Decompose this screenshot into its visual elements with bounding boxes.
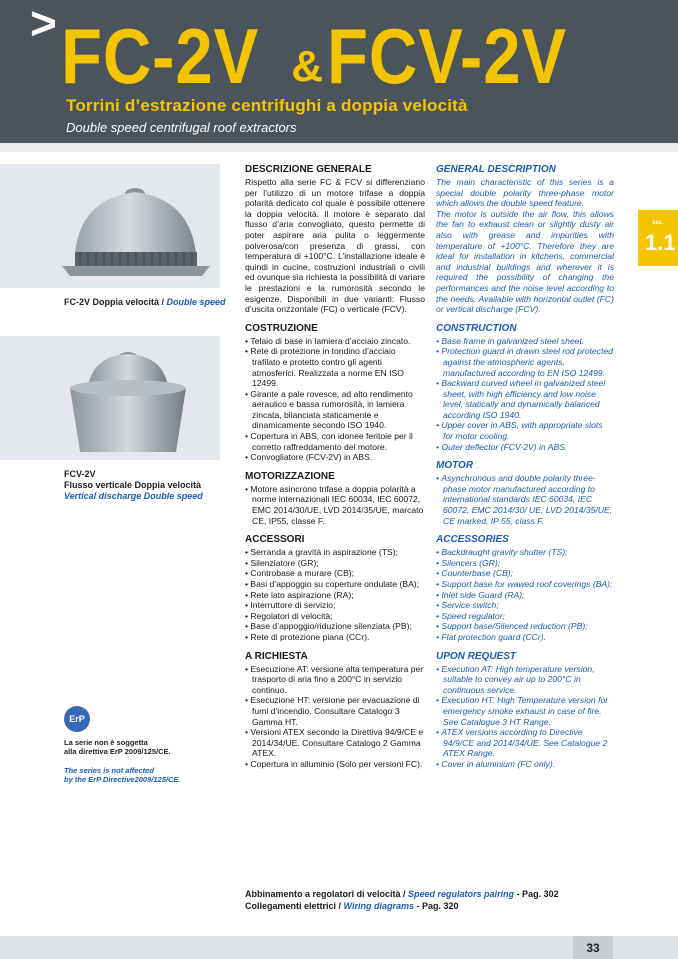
- link-wiring-page: - Pag. 320: [413, 901, 459, 911]
- roof-fan-horizontal-image: [0, 164, 220, 288]
- en-general-heading: GENERAL DESCRIPTION: [436, 164, 556, 175]
- title-fcv2v: FCV-2V: [327, 12, 568, 100]
- list-item: • Silencers (GR);: [436, 558, 614, 569]
- list-item: • Rete lato aspirazione (RA);: [245, 590, 425, 601]
- link-speed-regulators[interactable]: [245, 888, 559, 900]
- list-item: • Base frame in galvanized steel sheet.: [436, 336, 614, 347]
- list-item: • Speed regulator;: [436, 611, 614, 622]
- section-tab-number: 1.1: [645, 230, 676, 255]
- list-item: • Support base for wawed roof coverings (BA);: [436, 579, 614, 590]
- link-wiring-it: Collegamenti elettrici /: [245, 901, 344, 911]
- header-band: [0, 143, 678, 152]
- erp-it-line2: alla direttiva ErP 2009/125/CE.: [64, 747, 171, 756]
- it-request-section: [245, 651, 425, 770]
- list-item: • Asynchronous and double polarity three-phase motor manufactured according to international standards IEC 60034, IEC 60072, EMC 2014/30/ UE, LVD 2014/35/UE, CE marked, IP 55, class F.: [436, 473, 614, 526]
- it-motor-heading: MOTORIZZAZIONE: [245, 470, 335, 482]
- list-item: • Execution HT: High Temperature version for emergency smoke exhaust in case of fire. See Catalogue 3 HT Range.: [436, 695, 614, 727]
- list-item: • ATEX versions according to Directive 94/9/CE and 2014/34/UE. See Catalogue 2 ATEX Range.: [436, 727, 614, 759]
- caption-fcv2v-en: Vertical discharge Double speed: [64, 491, 203, 501]
- it-motor-section: [245, 471, 425, 526]
- it-accessories-section: [245, 534, 425, 642]
- en-general-section: [436, 164, 614, 315]
- product-photo-fc2v: [0, 164, 220, 288]
- list-item: • Upper cover in ABS, with appropriate slots for motor cooling.: [436, 420, 614, 441]
- list-item: • Telaio di base in lamiera d’acciaio zincato.: [245, 336, 425, 347]
- list-item: • Counterbase (CB);: [436, 568, 614, 579]
- list-item: • Interruttore di servizio;: [245, 600, 425, 611]
- link-regulators-it: Abbinamento a regolatori di velocità /: [245, 889, 409, 899]
- en-construction-heading: CONSTRUCTION: [436, 322, 517, 334]
- english-column: [436, 164, 614, 778]
- erp-logo-icon: ErP: [64, 706, 90, 732]
- roof-fan-vertical-image: [0, 336, 220, 460]
- caption-fc2v: [64, 297, 226, 308]
- title-fc2v: FC-2V: [60, 12, 259, 100]
- it-construction-heading: COSTRUZIONE: [245, 322, 318, 334]
- page-number: 33: [573, 936, 613, 959]
- list-item: • Rete di protezione in tondino d’acciaio trafilato e protetto contro gli agenti atmosferici. Realizzata a norme EN ISO 12499.: [245, 346, 425, 388]
- it-request-heading: A RICHIESTA: [245, 650, 308, 662]
- erp-en-line2: by the ErP Directive2009/125/CE.: [64, 775, 181, 784]
- it-accessories-heading: ACCESSORI: [245, 534, 305, 546]
- list-item: • Versioni ATEX secondo la Direttiva 94/9/CE e 2014/34/UE. Consultare Catalogo 2 Gamma ATEX.: [245, 727, 425, 759]
- list-item: • Basi d’appoggio su coperture ondulate (BA);: [245, 579, 425, 590]
- list-item: • Outer deflector (FCV-2V) in ABS.: [436, 442, 614, 453]
- section-tab-label: sez.: [652, 220, 664, 226]
- en-accessories-heading: ACCESSORIES: [436, 534, 509, 546]
- en-general-text-1: The main characteristic of this series is a special double polarity three-phase motor which allows the double speed feature.: [436, 177, 614, 209]
- product-photo-fcv2v: [0, 336, 220, 460]
- list-item: • Rete di protezione piana (CCr).: [245, 632, 425, 643]
- list-item: • Controbase a murare (CB);: [245, 568, 425, 579]
- erp-note-english: [64, 766, 180, 784]
- italian-column: [245, 164, 425, 778]
- erp-en-line1: The series is not affected: [64, 766, 154, 775]
- it-general-heading: DESCRIZIONE GENERALE: [245, 164, 372, 175]
- subtitle-italian: Torrini d’estrazione centrifughi a doppia velocità: [66, 96, 468, 115]
- link-regulators-en[interactable]: Speed regulators pairing: [408, 889, 515, 899]
- en-accessories-section: [436, 534, 614, 642]
- en-construction-section: [436, 323, 614, 453]
- it-construction-section: [245, 323, 425, 463]
- list-item: • Regolatori di velocità;: [245, 611, 425, 622]
- en-general-text-2: The motor is outside the air flow, this allows the fan to exhaust clean or slightly dusty air also with grease and impurities with temperature of +100°C. Therefore they are ideal for installation in kitchens, commercial and industrial buildings and wherever it is required the possibility of changing the performances and the noise level according to the needs. Available with horizontal outlet (FC) or vertical discharge (FCV).: [436, 208, 614, 315]
- list-item: • Copertura in ABS, con idonee feritoie per il corretto raffreddamento del motore.: [245, 431, 425, 452]
- link-regulators-page: - Pag. 302: [514, 889, 559, 899]
- caption-fc2v-it: FC-2V Doppia velocità /: [64, 297, 167, 307]
- list-item: • Flat protection guard (CCr).: [436, 632, 614, 643]
- it-general-section: [245, 164, 425, 315]
- list-item: • Service switch;: [436, 600, 614, 611]
- en-motor-heading: MOTOR: [436, 460, 474, 472]
- chevron-icon: >: [30, 0, 57, 49]
- list-item: • Copertura in alluminio (Solo per versioni FC).: [245, 759, 425, 770]
- list-item: • Inlet side Guard (RA);: [436, 590, 614, 601]
- list-item: • Silenziatore (GR);: [245, 558, 425, 569]
- list-item: • Girante a pale rovesce, ad alto rendimento aeraulico e bassa rumorosità, in lamiera zincata, bilanciata staticamente e dinamicamente secondo ISO 1940.: [245, 389, 425, 431]
- en-request-heading: UPON REQUEST: [436, 650, 517, 662]
- header-banner: [0, 0, 678, 143]
- erp-it-line1: La serie non è soggetta: [64, 738, 148, 747]
- list-item: • Protection guard in drawn steel rod protected against the atmospheric agents, manufactured according to EN ISO 12499.: [436, 346, 614, 378]
- caption-fc2v-en: Double speed: [166, 297, 226, 307]
- section-tab: [638, 210, 678, 266]
- en-request-section: [436, 651, 614, 770]
- list-item: • Esecuzione AT: versione alta temperatura per trasporto di aria fino a 200°C in servizio continuo.: [245, 664, 425, 696]
- caption-fcv2v: [64, 469, 203, 502]
- caption-fcv2v-model: FCV-2V: [64, 469, 96, 479]
- page-title: [30, 0, 606, 100]
- list-item: • Serranda a gravità in aspirazione (TS);: [245, 547, 425, 558]
- list-item: • Esecuzione HT: versione per evacuazione di fumi d’incendio. Consultare Catalogo 3 Gamma HT.: [245, 695, 425, 727]
- list-item: • Motore asincrono trifase a doppia polarità a norme internazionali IEC 60034, IEC 60072, EMC 2014/30/UE, LVD 2014/35/UE, marcato CE, IP55, classe F.: [245, 484, 425, 526]
- list-item: • Cover in aluminium (FC only).: [436, 759, 614, 770]
- list-item: • Convogliatore (FCV-2V) in ABS.: [245, 452, 425, 463]
- list-item: • Support base/Silenced reduction (PB);: [436, 621, 614, 632]
- it-general-text: Rispetto alla serie FC & FCV si differenziano per l’utilizzo di un motore trifase a doppia polarità dedicato col quale è possibile ottenere la doppia velocità. Il motore è separato dal flusso d’aria convogliato, questo permette di poter aspirare aria pulita o leggermente polverosa/con presenza di grassi, con temperatura di +100°C. L’installazione ideale è quindi in cucine, costruzioni industriali o civili ed ovunque sia richiesta la possibilità di variare le prestazioni e la rumorosità secondo le esigenze. Disponibili in due varianti: Flusso d’uscita orizzontale (FC) o verticale (FCV).: [245, 177, 425, 315]
- caption-fcv2v-it: Flusso verticale Doppia velocità: [64, 480, 202, 490]
- list-item: • Backdraught gravity shutter (TS);: [436, 547, 614, 558]
- erp-note-italian: [64, 738, 171, 756]
- list-item: • Backward curved wheel in galvanized steel sheet, with high efficiency and low noise level, statically and dynamically balanced according ISO 1940.: [436, 378, 614, 420]
- title-ampersand: &: [291, 42, 324, 91]
- list-item: • Base d’appoggio/riduzione silenziata (PB);: [245, 621, 425, 632]
- list-item: • Execution AT: High temperature version, suitable to convey air up to 200°C in continuous service.: [436, 664, 614, 696]
- link-wiring-diagrams[interactable]: [245, 900, 559, 912]
- en-motor-section: [436, 460, 614, 526]
- subtitle-english: Double speed centrifugal roof extractors: [66, 120, 297, 135]
- cross-references: [245, 888, 559, 912]
- link-wiring-en[interactable]: Wiring diagrams: [343, 901, 414, 911]
